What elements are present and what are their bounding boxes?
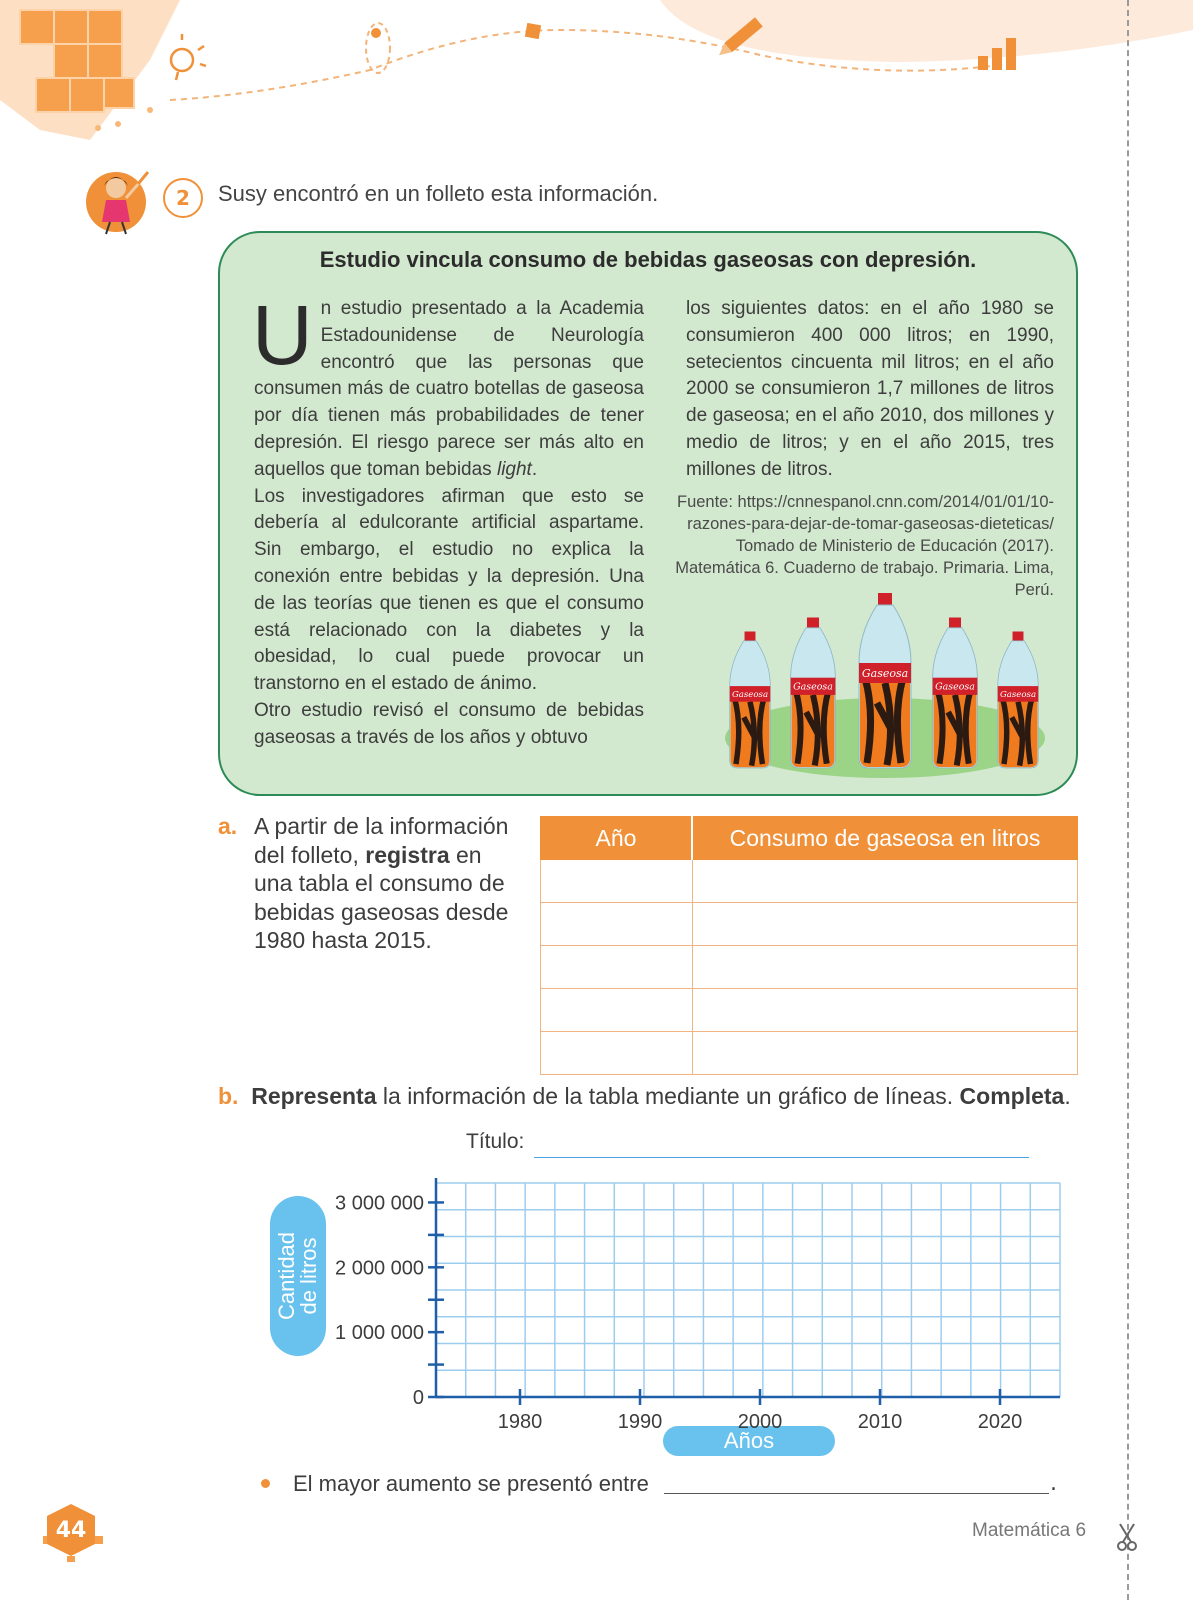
table-cell-consumption[interactable]: [692, 903, 1078, 946]
table-cell-year[interactable]: [541, 860, 693, 903]
girl-avatar-icon: [86, 160, 156, 235]
table-cell-year[interactable]: [541, 946, 693, 989]
small-cube-icon: [525, 23, 541, 39]
x-tick-label: 1980: [497, 1411, 543, 1433]
part-b-bold-complete: Completa: [959, 1083, 1065, 1109]
bullet-question: El mayor aumento se presentó entre: [293, 1471, 649, 1496]
chart-title-label: Título:: [466, 1130, 525, 1153]
bullet-answer-line[interactable]: [664, 1493, 1049, 1494]
part-a-text-end: en una tabla el consumo de bebidas gaseosas desde 1980 hasta 2015.: [254, 841, 509, 953]
article-title: Estudio vincula consumo de bebidas gaseosas con depresión.: [319, 247, 977, 272]
article-left-column: [252, 288, 644, 752]
table-header-year: Año: [541, 817, 693, 860]
part-b-bold-represent: Representa: [251, 1083, 377, 1109]
y-tick-label: 0: [412, 1387, 424, 1409]
article-source: Fuente: https://cnnespanol.cnn.com/2014/01/01/10-razones-para-dejar-de-tomar-gaseosas-dieteticas/ Tomado de Ministerio de Educación (2017). Matemática 6. Cuaderno de trabajo. Primaria. Lima, Perú.: [675, 493, 1054, 599]
table-cell-year[interactable]: [541, 989, 693, 1032]
part-b-instruction: [218, 1083, 1071, 1110]
article-light-word: light: [496, 458, 532, 480]
consumption-table: [540, 816, 1078, 1075]
brochure-article: [218, 231, 1078, 796]
y-tick-label: 1 000 000: [335, 1322, 424, 1345]
table-cell-consumption[interactable]: [692, 860, 1078, 903]
part-b-text: la información de la tabla mediante un gráfico de líneas.: [376, 1083, 960, 1109]
chart-title-answer-line[interactable]: [534, 1157, 1029, 1158]
bottle-label: Gaseosa: [861, 667, 909, 680]
article-paragraph-4: los siguientes datos: en el año 1980 se consumieron 400 000 litros; en 1990, setecientos cincuenta mil litros; en el año 2000 se consumieron 1,7 millones de litros de gaseosa; en el año 2010, dos millones y medio de litros; y en el año 2015, tres millones de litros.: [686, 298, 1054, 480]
part-a-bold: registra: [365, 841, 450, 868]
lightbulb-icon: [171, 34, 206, 80]
part-b-end: .: [1064, 1083, 1071, 1109]
article-dropcap: U: [252, 288, 313, 382]
table-cell-consumption[interactable]: [692, 989, 1078, 1032]
table-cell-consumption[interactable]: [692, 946, 1078, 989]
part-a-instruction: [218, 812, 518, 955]
table-row: [541, 860, 1078, 903]
part-b-letter: b.: [218, 1083, 239, 1109]
soda-bottle-icon: [730, 632, 771, 769]
soda-bottle-icon: [933, 618, 978, 769]
soda-bottles-illustration: [720, 593, 1050, 793]
page-number: 44: [55, 1517, 87, 1543]
table-header-consumption: Consumo de gaseosa en litros: [692, 817, 1078, 860]
bottle-label: Gaseosa: [793, 681, 833, 693]
exercise-intro: Susy encontró en un folleto esta información.: [218, 181, 659, 206]
table-cell-year[interactable]: [541, 903, 693, 946]
soda-bottle-icon: [791, 618, 836, 769]
part-a-text: A partir de la información del folleto,: [254, 813, 509, 868]
exercise-number-badge: 2: [163, 178, 203, 218]
bullet-period: .: [1050, 1471, 1057, 1496]
x-tick-label: 2000: [737, 1411, 783, 1433]
x-tick-label: 1990: [617, 1411, 663, 1433]
book-title: Matemática 6: [972, 1520, 1087, 1541]
bottle-label: Gaseosa: [731, 690, 769, 701]
bottle-label: Gaseosa: [999, 690, 1037, 701]
y-tick-label: 3 000 000: [335, 1192, 424, 1215]
bullet-point: [261, 1479, 270, 1488]
x-tick-label: 2020: [977, 1411, 1023, 1433]
header-decoration: [0, 0, 1193, 150]
article-paragraph-1-end: .: [531, 458, 538, 480]
table-row: [541, 903, 1078, 946]
table-row: [541, 1032, 1078, 1075]
cut-line: [1127, 0, 1129, 1600]
part-a-letter: a.: [218, 813, 238, 839]
table-row: [541, 946, 1078, 989]
soda-bottle-icon: [859, 593, 911, 768]
article-paragraph-1: n estudio presentado a la Academia Estadounidense de Neurología encontró que las personas que consumen más de cuatro botellas de gaseosa por día tienen más probabilidades de tener depresión. El riesgo parece ser más alto en aquellos que toman bebidas: [254, 298, 644, 480]
table-row: [541, 989, 1078, 1032]
cubes-illustration: [0, 0, 180, 140]
article-paragraph-2: Los investigadores afirman que esto se debería al edulcorante artificial aspartame. Sin embargo, el estudio no explica la conexión entre bebidas y la depresión. Una de las teorías que tienen es que el consumo está relacionado con la diabetes y la obesidad, lo cual puede provocar un transtorno en el estado de ánimo.: [254, 485, 644, 695]
x-tick-label: 2010: [857, 1411, 903, 1433]
table-cell-consumption[interactable]: [692, 1032, 1078, 1075]
table-cell-year[interactable]: [541, 1032, 693, 1075]
article-paragraph-3: Otro estudio revisó el consumo de bebidas gaseosas a través de los años y obtuvo: [254, 699, 644, 748]
x-axis-label: Años: [663, 1426, 835, 1456]
bottle-label: Gaseosa: [935, 681, 975, 693]
scissors-icon: [1114, 1522, 1140, 1552]
y-tick-label: 2 000 000: [335, 1257, 424, 1280]
soda-bottle-icon: [998, 632, 1039, 769]
y-axis-label: Cantidad de litros: [274, 1231, 321, 1321]
